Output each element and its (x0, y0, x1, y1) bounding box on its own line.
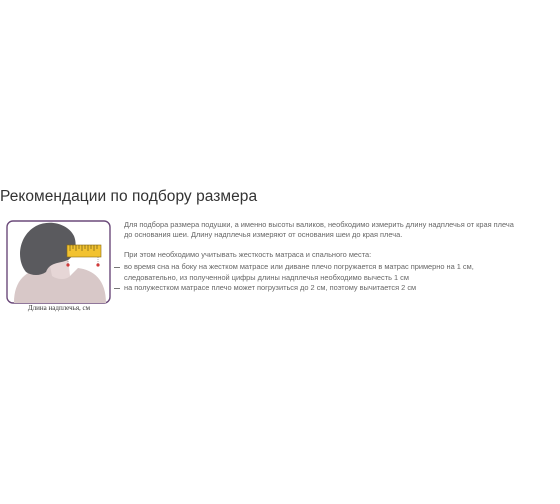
neck-shoulder-illustration (6, 220, 111, 304)
list-item-line: во время сна на боку на жестком матрасе или диване плечо погружается в матрас примерно на 1 см, (124, 262, 474, 272)
list-item (124, 283, 560, 293)
recommendation-text (124, 220, 560, 293)
note-paragraph: При этом необходимо учитывать жесткость матраса и спального места: (124, 249, 372, 259)
recommendation-list (124, 262, 560, 293)
list-item (124, 262, 560, 283)
illustration-caption: Длина надплечья, см (27, 304, 91, 312)
intro-line: до основания шеи. Длину надплечья измеряют от основания шеи до края плеча. (124, 230, 403, 240)
intro-paragraph (124, 220, 560, 241)
dash-icon (114, 267, 120, 268)
dash-icon (114, 288, 120, 289)
section-title: Рекомендации по подбору размера (0, 188, 258, 205)
list-item-line: следовательно, из полученной цифры длины надплечья необходимо вычесть 1 см (124, 272, 409, 282)
list-item-line: на полужестком матрасе плечо может погрузиться до 2 см, поэтому вычитается 2 см (124, 283, 417, 293)
intro-line: Для подбора размера подушки, а именно высоты валиков, необходимо измерить длину надплечья от края плеча (124, 220, 514, 229)
